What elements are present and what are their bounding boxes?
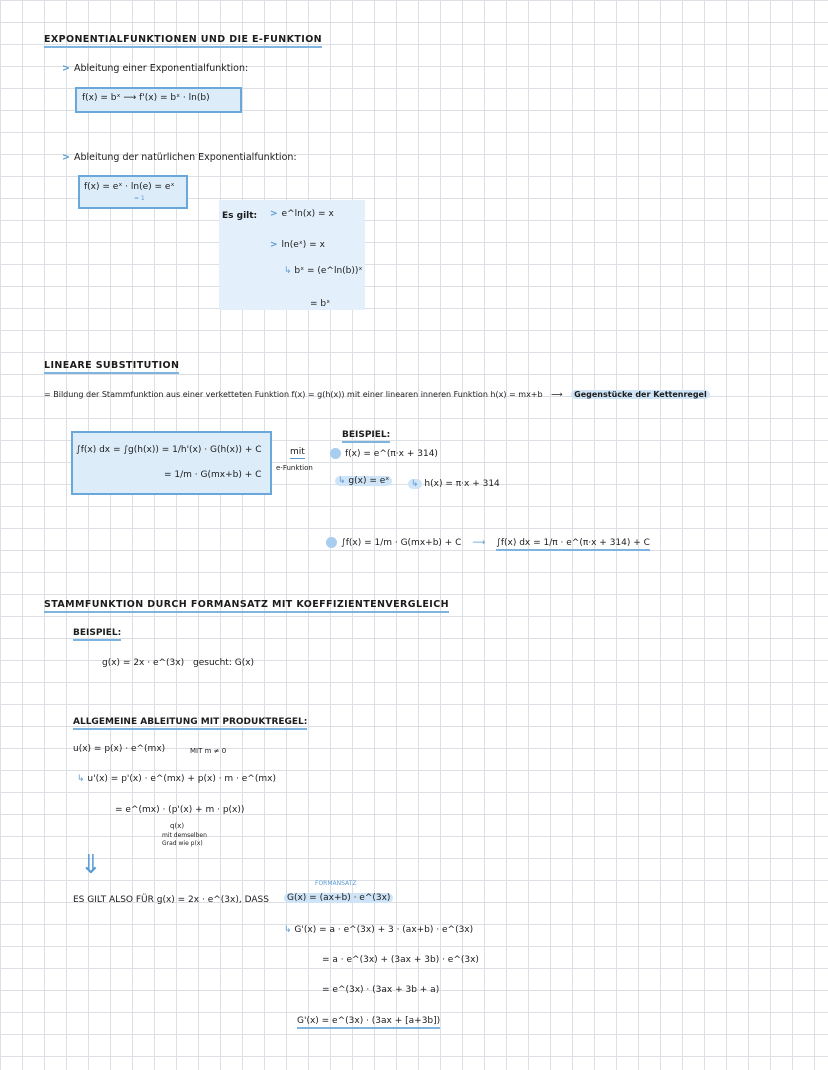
example-text: h(x) = π·x + 314 [424,479,500,489]
formula-derivative-b-power-x: f(x) = bˣ ⟶ f'(x) = bˣ · ln(b) [82,93,210,103]
mit-sub-label: e-Funktion [276,464,313,472]
beispiel-label-2: BEISPIEL: [73,628,121,641]
chevron-right-icon: > [62,152,70,163]
rule-eln [270,209,334,219]
gesucht-label: gesucht: G(x) [193,658,255,668]
section-title-formansatz: STAMMFUNKTION DURCH FORMANSATZ MIT KOEFFIZIENTENVERGLEICH [44,599,449,613]
formansatz-highlight: G(x) = (ax+b) · e^(3x) [284,893,393,903]
example-g [335,476,392,486]
mit-m-label: MIT m ≠ 0 [190,747,227,755]
formansatz-label: FORMANSATZ [315,880,357,887]
subheading-derivative-natural [62,152,297,163]
formula-box-natural [78,175,188,209]
example-f [330,448,438,459]
u-prime [77,774,276,784]
subheading-text: Ableitung der natürlichen Exponentialfunktion: [73,152,297,163]
example-h [408,479,500,489]
q-note-2: Grad wie p(x) [162,840,203,847]
es-gilt-label: Es gilt: [222,211,258,221]
corner-arrow-icon: ↳ [284,266,295,276]
corner-arrow-icon: ↳ [284,925,295,935]
subheading-text: Ableitung einer Exponentialfunktion: [73,63,249,74]
chevron-right-icon: > [62,63,70,74]
example-text: g(x) = eˣ [348,476,390,486]
bullet-dot-icon [330,448,341,459]
substitution-line2: = 1/m · G(mx+b) + C [164,470,262,480]
rule-lnexp [270,240,325,250]
arrow-right-icon: ⟶ [551,390,563,399]
derivative-line-3: = e^(3x) · (3ax + 3b + a) [322,985,440,995]
formula-natural-exp: f(x) = eˣ · ln(e) = eˣ [84,182,175,192]
rule-result: = bˣ [310,299,331,309]
derivative-line-1 [284,925,473,935]
example-result [326,537,650,548]
definition-line [44,390,710,399]
example-g-def: g(x) = 2x · e^(3x) [102,658,185,668]
definition-text: = Bildung der Stammfunktion aus einer verketteten Funktion f(x) = g(h(x)) mit einer linearen inneren Funktion h(x) = mx+b [44,390,543,399]
rule-text: bˣ = (e^ln(b))ˣ [294,266,363,276]
bullet-dot-icon [326,537,337,548]
arrow-right-icon: ⟶ [472,538,486,548]
subheading-derivative-exponential [62,63,248,74]
formula-natural-note: = 1 [134,195,145,202]
counterpart-highlight: Gegenstücke der Kettenregel [571,390,710,399]
u-prime-2: = e^(mx) · (p'(x) + m · p(x)) [115,805,245,815]
u-prime-text: u'(x) = p'(x) · e^(mx) + p(x) · m · e^(mx) [87,774,276,784]
derivative-text: G'(x) = a · e^(3x) + 3 · (ax+b) · e^(3x) [294,925,474,935]
es-gilt-also: ES GILT ALSO FÜR g(x) = 2x · e^(3x), DASS [73,895,269,905]
corner-arrow-icon: ↳ [338,476,349,486]
q-label: q(x) [170,822,185,830]
mit-label: mit [290,447,305,457]
corner-arrow-icon: ↳ [408,479,422,489]
example-text: f(x) = e^(π·x + 314) [345,449,438,459]
corner-arrow-icon: ↳ [77,774,88,784]
chevron-right-icon: > [270,209,278,219]
result-right: ∫f(x) dx = 1/π · e^(π·x + 314) + C [496,538,650,551]
double-arrow-down-icon: ⇓ [80,850,102,880]
q-note-1: mit demselben [162,832,207,839]
beispiel-label: BEISPIEL: [342,430,390,443]
derivative-line-2: = a · e^(3x) + (3ax + 3b) · e^(3x) [322,955,479,965]
result-left: ∫f(x) = 1/m · G(mx+b) + C [341,538,462,548]
derivative-line-4: G'(x) = e^(3x) · (3ax + [a+3b]) [297,1016,440,1029]
rule-b-power [284,266,362,276]
substitution-line1: ∫f(x) dx = ∫g(h(x)) = 1/h'(x) · G(h(x)) + C [76,445,262,455]
section-title-exponential: EXPONENTIALFUNKTIONEN UND DIE E-FUNKTION [44,34,322,48]
formansatz-formula [284,893,393,903]
chevron-right-icon: > [270,240,278,250]
section-title-linear-substitution: LINEARE SUBSTITUTION [44,360,179,374]
u-def: u(x) = p(x) · e^(mx) [73,744,166,754]
rule-text: e^ln(x) = x [281,209,334,219]
allgemein-title: ALLGEMEINE ABLEITUNG MIT PRODUKTREGEL: [73,717,307,730]
rule-text: ln(eˣ) = x [281,240,325,250]
formula-box-substitution [71,431,272,495]
